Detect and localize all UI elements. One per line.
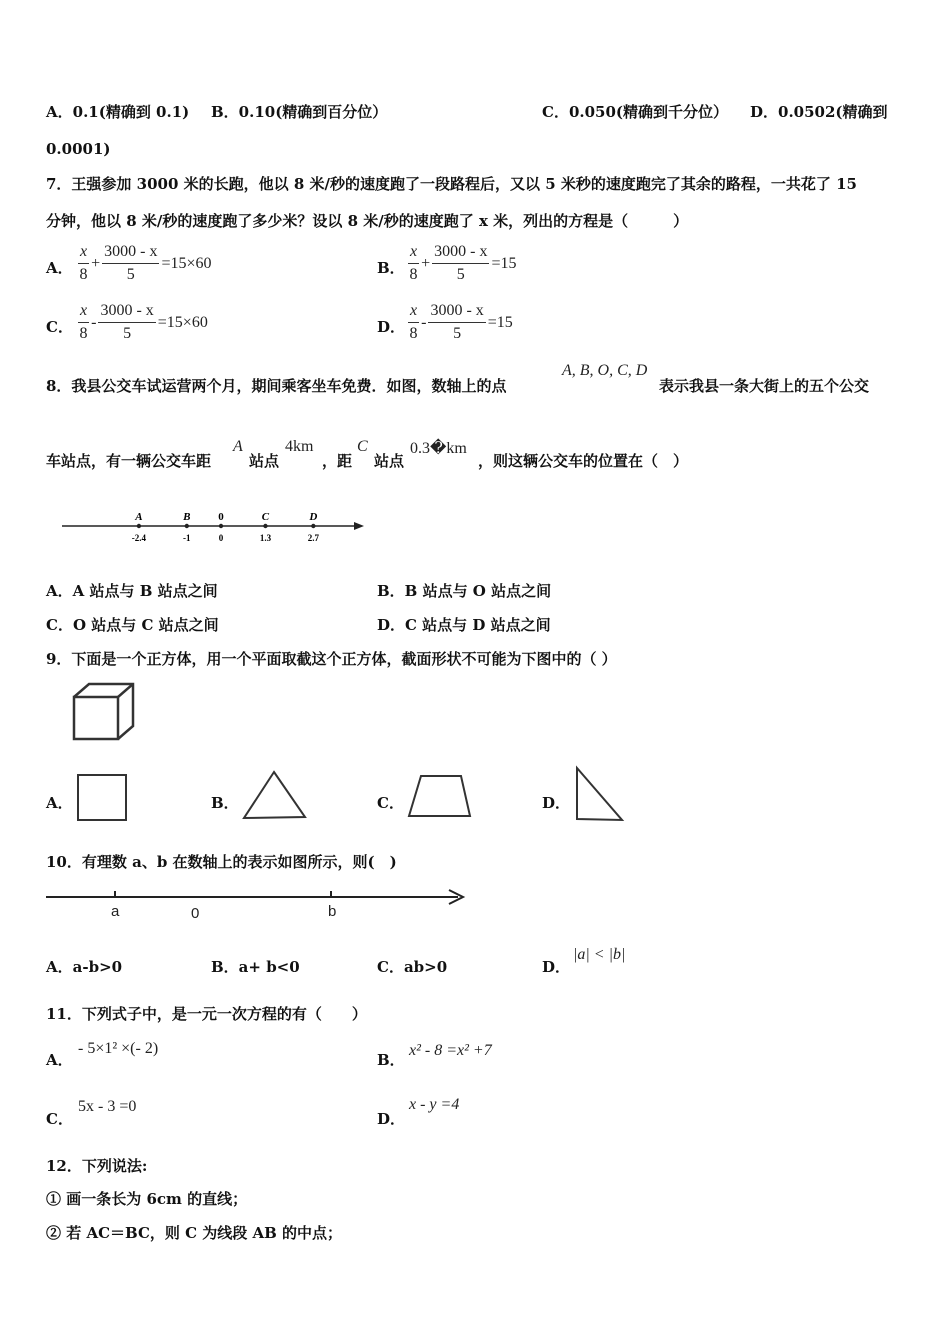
equation-rhs: =15 xyxy=(487,313,513,331)
q8-points-math: A, B, O, C, D xyxy=(562,362,648,379)
fraction-numerator: x xyxy=(408,243,419,264)
axis-point-value: -1 xyxy=(183,533,191,543)
equation-rhs: =15×60 xyxy=(157,313,208,331)
axis-point-label: D xyxy=(309,511,318,523)
fraction-numerator: 3000 - x xyxy=(98,302,155,323)
q9-option-d: D． xyxy=(542,794,571,812)
fraction-denominator: 8 xyxy=(79,325,88,342)
q6-option-c: C．0.050(精确到千分位） xyxy=(542,103,729,121)
axis-label-b: b xyxy=(328,903,337,920)
q8-math-a: A xyxy=(233,438,243,455)
operator: + xyxy=(421,254,431,272)
q12-question: 12．下列说法: xyxy=(46,1157,148,1175)
q7-option-c-label: C． xyxy=(46,318,73,336)
q9-option-c: C． xyxy=(377,794,404,812)
q8-option-d: D．C 站点与 D 站点之间 xyxy=(377,616,551,634)
q11-question: 11．下列式子中，是一元一次方程的有（ ） xyxy=(46,1005,367,1023)
fraction-denominator: 5 xyxy=(126,266,135,283)
fraction-denominator: 8 xyxy=(409,266,418,283)
q11-option-b-label: B． xyxy=(377,1051,405,1069)
fraction-denominator: 8 xyxy=(79,266,88,283)
q7-option-b-label: B． xyxy=(377,259,405,277)
q9-option-a: A． xyxy=(46,794,73,812)
equation-rhs: =15 xyxy=(491,254,517,272)
q8-math-03km: 0.3�km xyxy=(410,440,467,457)
q8-question-line2-a: 车站点，有一辆公交车距 xyxy=(46,452,212,470)
q10-option-c: C．ab>0 xyxy=(377,958,448,976)
fraction-denominator: 5 xyxy=(123,325,132,342)
q8-math-c: C xyxy=(357,438,368,455)
q7-question-line2: 分钟，他以 8 米/秒的速度跑了多少米？设以 8 米/秒的速度跑了 x 米，列出的方程是（ ） xyxy=(46,212,689,230)
q8-question-line1-suffix: 表示我县一条大街上的五个公交 xyxy=(659,377,870,395)
q10-option-b: B．a+ b<0 xyxy=(211,958,300,976)
axis-point-label: A xyxy=(135,511,143,523)
fraction-denominator: 5 xyxy=(453,325,462,342)
q11-option-d-label: D． xyxy=(377,1110,406,1128)
axis-label-zero: 0 xyxy=(191,905,200,922)
q8-option-a: A．A 站点与 B 站点之间 xyxy=(46,582,218,600)
operator: - xyxy=(91,313,97,331)
q6-option-a: A．0.1(精确到 0.1) xyxy=(46,103,190,121)
q10-question: 10．有理数 a、b 在数轴上的表示如图所示，则( ) xyxy=(46,853,397,871)
equation-rhs: =15×60 xyxy=(161,254,212,272)
q7-option-a-label: A． xyxy=(46,259,73,277)
fraction-numerator: 3000 - x xyxy=(432,243,489,264)
q11-option-a-math: - 5×1² ×(- 2) xyxy=(78,1040,159,1057)
axis-point-value: 0 xyxy=(218,533,224,543)
q8-question-line1-prefix: 8．我县公交车试运营两个月，期间乘客坐车免费．如图，数轴上的点 xyxy=(46,377,507,395)
operator: - xyxy=(421,313,427,331)
axis-point-label: C xyxy=(261,511,270,523)
q12-item-1: ① 画一条长为 6cm 的直线； xyxy=(46,1190,248,1208)
fraction-denominator: 8 xyxy=(409,325,418,342)
operator: + xyxy=(91,254,101,272)
q8-question-line2-c: ，距 xyxy=(322,452,353,470)
axis-label-a: a xyxy=(111,903,120,920)
fraction-numerator: 3000 - x xyxy=(102,243,159,264)
fraction-numerator: 3000 - x xyxy=(428,302,485,323)
q6-option-b: B．0.10(精确到百分位） xyxy=(211,103,388,121)
q9-option-b: B． xyxy=(211,794,239,812)
q11-option-c-label: C． xyxy=(46,1110,73,1128)
axis-point-value: -2.4 xyxy=(131,533,147,543)
q8-question-line2-e: ，则这辆公交车的位置在（ ） xyxy=(478,452,689,470)
q10-option-a: A．a-b>0 xyxy=(46,958,123,976)
axis-point-value: 1.3 xyxy=(259,533,272,543)
fraction-numerator: x xyxy=(78,302,89,323)
q11-option-d-math: x - y =4 xyxy=(409,1096,460,1113)
q7-option-d-label: D． xyxy=(377,318,406,336)
q12-item-2: ② 若 AC＝BC，则 C 为线段 AB 的中点； xyxy=(46,1224,343,1242)
axis-point-label: 0 xyxy=(218,511,224,523)
q10-option-d-math: |a| < |b| xyxy=(573,946,626,963)
q11-option-b-math: x² - 8 =x² +7 xyxy=(409,1042,492,1059)
q6-option-d: D．0.0502(精确到 xyxy=(750,103,888,121)
fraction-denominator: 5 xyxy=(456,266,465,283)
q8-option-c: C．O 站点与 C 站点之间 xyxy=(46,616,219,634)
q11-option-a-label: A． xyxy=(46,1051,73,1069)
q6-option-d-continued: 0.0001) xyxy=(46,140,111,158)
q8-question-line2-d: 站点 xyxy=(374,452,405,470)
q8-question-line2-b: 站点 xyxy=(249,452,280,470)
q11-option-c-math: 5x - 3 =0 xyxy=(78,1098,137,1115)
q10-option-d-label: D． xyxy=(542,958,571,976)
q9-question: 9．下面是一个正方体，用一个平面取截这个正方体，截面形状不可能为下图中的（ ） xyxy=(46,650,617,668)
fraction-numerator: x xyxy=(408,302,419,323)
axis-point-label: B xyxy=(183,511,191,523)
q8-math-4km: 4km xyxy=(285,438,314,455)
axis-point-value: 2.7 xyxy=(307,533,319,543)
q8-option-b: B．B 站点与 O 站点之间 xyxy=(377,582,552,600)
q7-question-line1: 7．王强参加 3000 米的长跑，他以 8 米/秒的速度跑了一段路程后，又以 5 米秒的速度跑完了其余的路程，一共花了 15 xyxy=(46,175,857,193)
fraction-numerator: x xyxy=(78,243,89,264)
